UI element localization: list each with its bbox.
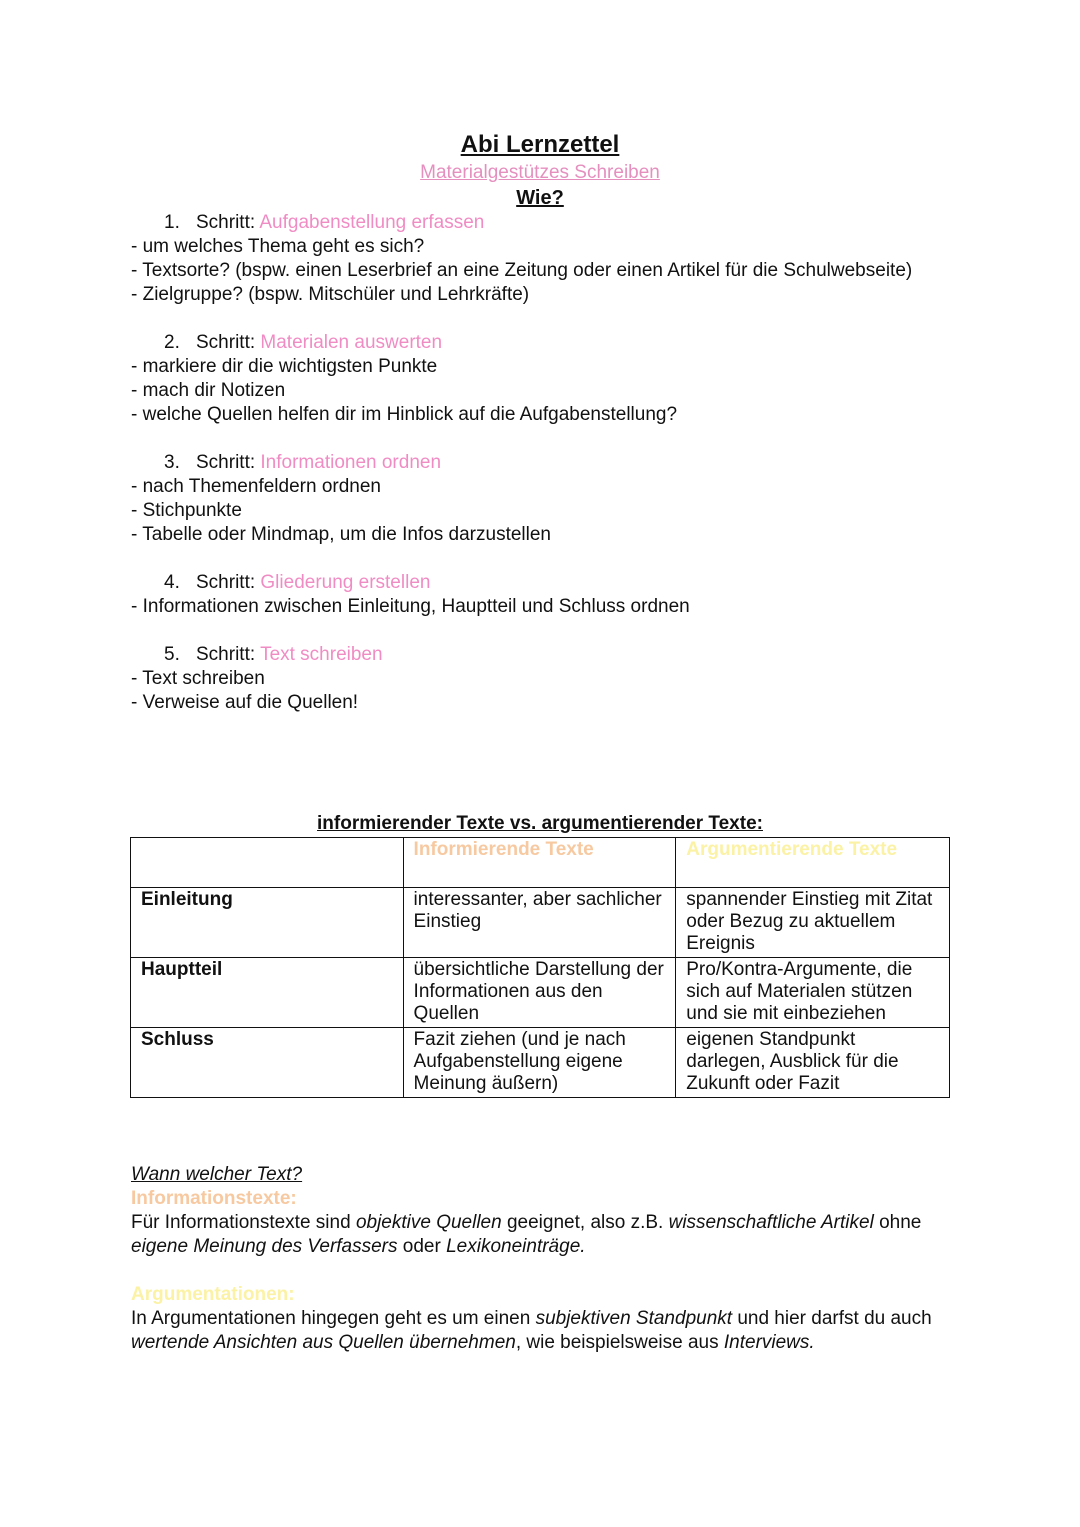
table-cell: Pro/Kontra-Argumente, die sich auf Materialen stützen und sie mit einbeziehen	[676, 958, 950, 1028]
step-number: 5.	[164, 644, 180, 665]
step-heading	[131, 211, 981, 235]
list-item: - mach dir Notizen	[131, 380, 286, 401]
row-label-hauptteil: Hauptteil	[131, 958, 404, 1028]
text-run: und hier darfst du auch	[732, 1308, 932, 1329]
table-cell: eigenen Standpunkt darlegen, Ausblick für die Zukunft oder Fazit	[676, 1028, 950, 1098]
step-title: Informationen ordnen	[260, 452, 442, 473]
table-header-argumentierende: Argumentierende Texte	[676, 838, 950, 888]
row-label-schluss: Schluss	[131, 1028, 404, 1098]
table-cell: spannender Einstieg mit Zitat oder Bezug zu aktuellem Ereignis	[676, 888, 950, 958]
step-label: Schritt:	[196, 572, 256, 593]
table-cell: interessanter, aber sachlicher Einstieg	[403, 888, 676, 958]
list-item: - Stichpunkte	[131, 500, 242, 521]
step-title: Materialen auswerten	[260, 332, 443, 353]
step-label: Schritt:	[196, 212, 256, 233]
list-item: - Verweise auf die Quellen!	[131, 692, 359, 713]
table-cell: übersichtliche Darstellung der Informationen aus den Quellen	[403, 958, 676, 1028]
step-2	[131, 331, 981, 427]
step-4	[131, 571, 981, 619]
arg-heading: Argumentationen:	[131, 1284, 295, 1305]
list-item: - welche Quellen helfen dir im Hinblick auf die Aufgabenstellung?	[131, 404, 678, 425]
list-item: - Textsorte? (bspw. einen Leserbrief an eine Zeitung oder einen Artikel für die Schulwebseite)	[131, 260, 913, 281]
page-subtitle: Materialgestützes Schreiben	[420, 162, 660, 183]
text-run: oder	[397, 1236, 447, 1257]
list-item: - markiere dir die wichtigsten Punkte	[131, 356, 438, 377]
page-title: Abi Lernzettel	[460, 131, 620, 158]
step-number: 2.	[164, 332, 180, 353]
step-label: Schritt:	[196, 644, 256, 665]
list-item: - Tabelle oder Mindmap, um die Infos darzustellen	[131, 524, 551, 545]
text-run: In Argumentationen hingegen geht es um einen	[131, 1308, 536, 1329]
step-title: Text schreiben	[260, 644, 383, 665]
text-run: Für Informationstexte sind	[131, 1212, 356, 1233]
steps-list	[131, 211, 981, 739]
step-label: Schritt:	[196, 332, 256, 353]
table-header-row	[131, 838, 950, 888]
step-number: 3.	[164, 452, 180, 473]
list-item: - nach Themenfeldern ordnen	[131, 476, 381, 497]
step-heading	[131, 571, 981, 595]
step-number: 4.	[164, 572, 180, 593]
table-row	[131, 1028, 950, 1098]
info-heading: Informationstexte:	[131, 1188, 297, 1209]
list-item: - Informationen zwischen Einleitung, Hauptteil und Schluss ordnen	[131, 596, 690, 617]
emphasis: subjektiven Standpunkt	[535, 1308, 733, 1329]
emphasis: wertende Ansichten aus Quellen übernehmen	[131, 1332, 516, 1353]
table-header-empty	[131, 838, 404, 888]
step-label: Schritt:	[196, 452, 256, 473]
emphasis: eigene Meinung des Verfassers	[131, 1236, 398, 1257]
emphasis: Interviews.	[723, 1332, 815, 1353]
text-run: ohne	[873, 1212, 922, 1233]
step-heading	[131, 643, 981, 667]
row-label-einleitung: Einleitung	[131, 888, 404, 958]
emphasis: wissenschaftliche Artikel	[668, 1212, 874, 1233]
section-question: Wie?	[516, 187, 564, 209]
comparison-table	[130, 837, 950, 1098]
table-title: informierender Texte vs. argumentierender Texte:	[317, 813, 763, 834]
step-3	[131, 451, 981, 547]
emphasis: Lexikoneinträge.	[446, 1236, 586, 1257]
section-heading: Wann welcher Text?	[131, 1164, 303, 1185]
info-paragraph	[131, 1211, 951, 1259]
arg-paragraph	[131, 1307, 951, 1355]
step-title: Gliederung erstellen	[260, 572, 431, 593]
step-1	[131, 211, 981, 307]
wann-section	[131, 1163, 951, 1355]
table-row	[131, 888, 950, 958]
list-item: - Zielgruppe? (bspw. Mitschüler und Lehrkräfte)	[131, 284, 530, 305]
emphasis: objektive Quellen	[355, 1212, 502, 1233]
step-title: Aufgabenstellung erfassen	[259, 212, 485, 233]
step-heading	[131, 331, 981, 355]
list-item: - um welches Thema geht es sich?	[131, 236, 425, 257]
table-row	[131, 958, 950, 1028]
step-number: 1.	[164, 212, 180, 233]
text-run: , wie beispielsweise aus	[515, 1332, 724, 1353]
table-cell: Fazit ziehen (und je nach Aufgabenstellung eigene Meinung äußern)	[403, 1028, 676, 1098]
step-5	[131, 643, 981, 715]
list-item: - Text schreiben	[131, 668, 265, 689]
table-header-informierende: Informierende Texte	[403, 838, 676, 888]
step-heading	[131, 451, 981, 475]
text-run: geeignet, also z.B.	[501, 1212, 669, 1233]
